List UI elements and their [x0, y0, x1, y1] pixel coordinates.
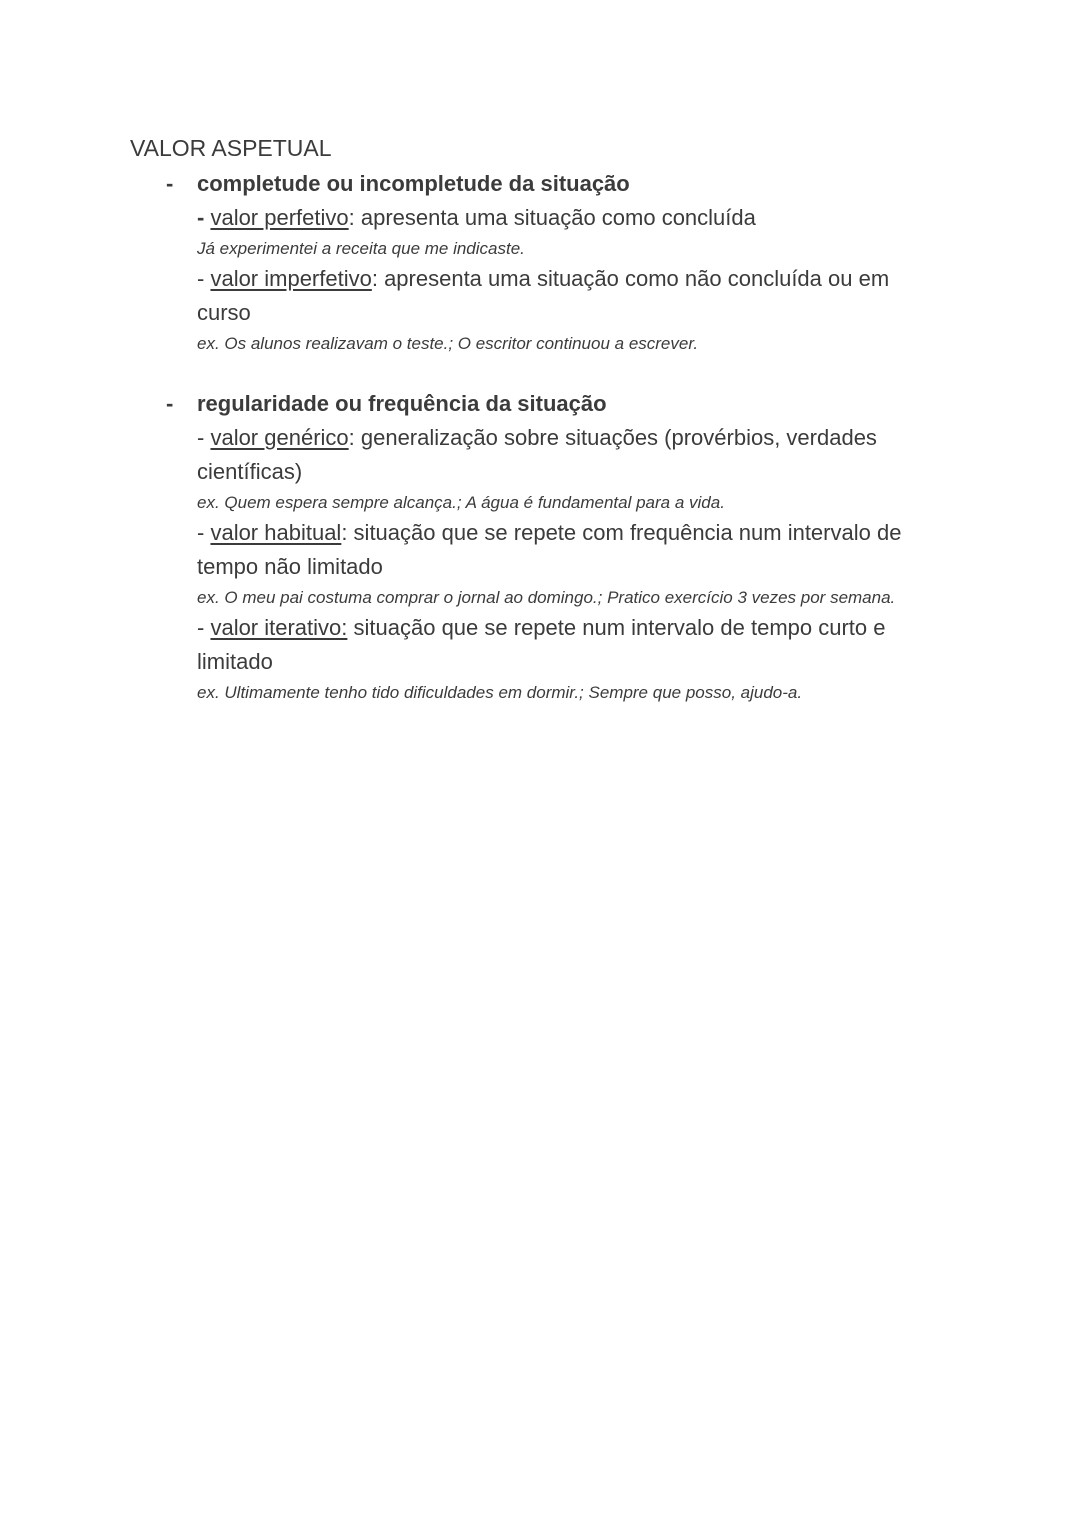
- example-text: ex. Quem espera sempre alcança.; A água é fundamental para a vida.: [197, 493, 725, 512]
- section-completude: [166, 167, 1080, 357]
- item-dash: -: [197, 615, 205, 640]
- term-valor-iterativo: valor iterativo:: [210, 615, 348, 640]
- item-dash: -: [197, 425, 205, 450]
- page-title: VALOR ASPETUAL: [130, 135, 332, 161]
- term-description: : generalização sobre situações (provérbios, verdades científicas): [197, 425, 877, 484]
- list-item-valor-perfetivo: [197, 201, 947, 235]
- example-text: Já experimentei a receita que me indicaste.: [197, 239, 525, 258]
- term-valor-perfetivo: valor perfetivo: [210, 205, 349, 230]
- term-description: : apresenta uma situação como concluída: [348, 205, 756, 230]
- section-body: [197, 167, 947, 357]
- example-text: ex. Ultimamente tenho tido dificuldades em dormir.; Sempre que posso, ajudo-a.: [197, 683, 803, 702]
- item-dash: -: [197, 205, 205, 230]
- example-text: ex. Os alunos realizavam o teste.; O escritor continuou a escrever.: [197, 334, 699, 353]
- term-valor-imperfetivo: valor imperfetivo: [210, 266, 372, 291]
- list-item-valor-iterativo: [197, 611, 947, 679]
- list-item-valor-generico: [197, 421, 947, 489]
- bullet-dash: -: [166, 391, 174, 416]
- term-valor-habitual: valor habitual: [210, 520, 342, 545]
- section-body: [197, 387, 947, 706]
- list-item-valor-habitual: [197, 516, 947, 584]
- list-item-valor-imperfetivo: [197, 262, 947, 330]
- example-text: ex. O meu pai costuma comprar o jornal ao domingo.; Pratico exercício 3 vezes por semana.: [197, 588, 896, 607]
- item-dash: -: [197, 266, 205, 291]
- item-dash: -: [197, 520, 205, 545]
- section-heading: regularidade ou frequência da situação: [197, 391, 607, 416]
- section-heading: completude ou incompletude da situação: [197, 171, 630, 196]
- bullet-dash: -: [166, 171, 174, 196]
- term-description: : apresenta uma situação como não concluída ou em curso: [197, 266, 890, 325]
- term-description: : situação que se repete com frequência num intervalo de tempo não limitado: [197, 520, 902, 579]
- term-description: situação que se repete num intervalo de tempo curto e limitado: [197, 615, 886, 674]
- term-valor-generico: valor genérico: [210, 425, 349, 450]
- section-regularidade: [166, 387, 1080, 706]
